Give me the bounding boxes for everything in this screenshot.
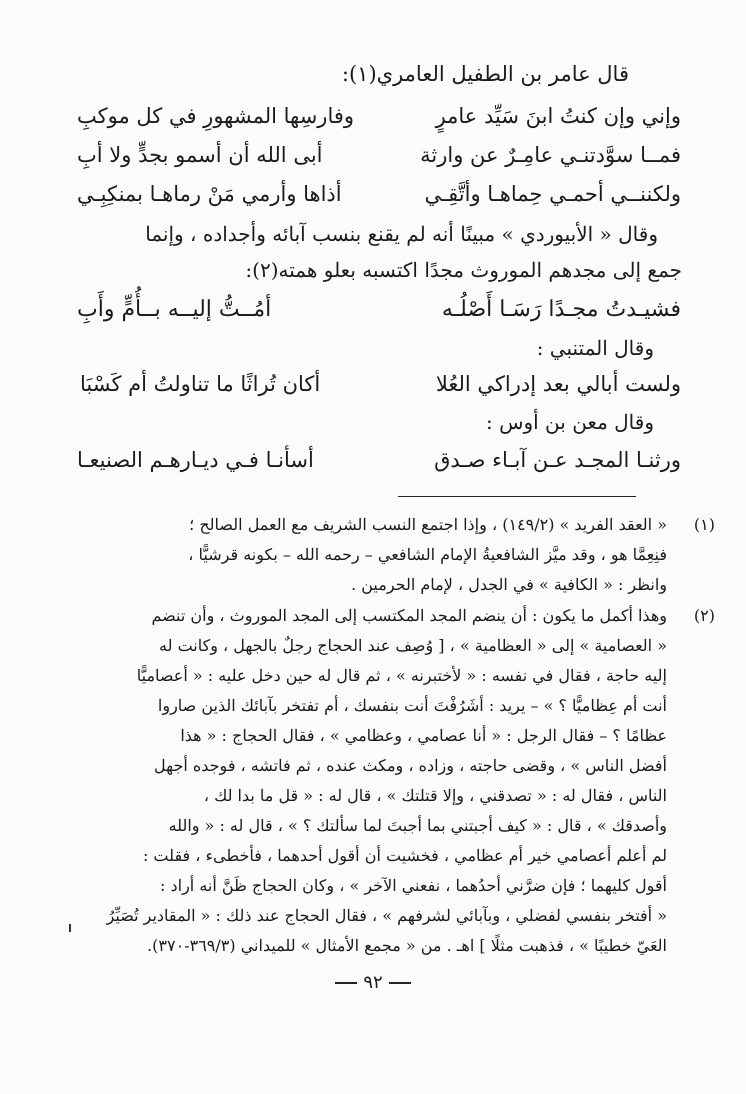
footnote-2-line-6: أفضل الناس » ، وقضى حاجته ، وزاده ، ومكث عنده ، ثم فاتشه ، فوجده أجهل: [153, 756, 667, 775]
footnote-2-line-11: « أفتخر بنفسي لفضلي ، وبآبائي لشرفهم » ، فقال الحجاج عند ذلك : « المقادير تُصَيِّرُ: [106, 906, 667, 925]
footnote-1-line-1: « العقد الفريد » (١٤٩/٢) ، وإذا اجتمع النسب الشريف مع العمل الصالح ؛: [189, 515, 667, 534]
footnote-separator: [398, 496, 636, 497]
paragraph-line-1: وقال « الأبيوردي » مبينًا أنه لم يقنع بنسب آبائه وأجداده ، وإنما: [145, 222, 658, 246]
first-hemistich: وإني وإن كنتُ ابنَ سَيِّد عامرٍ: [435, 104, 681, 128]
mutanabbi-intro: وقال المتنبي :: [536, 336, 654, 360]
footnote-2-line-12: العَيّ خطيبًا » ، فذهبت مثلًا ] اهـ . من « مجمع الأمثال » للميداني (٣٦٩/٣-٣٧٠).: [147, 936, 667, 955]
maan-intro: وقال معن بن أوس :: [485, 410, 654, 434]
footnote-1-line-3: وانظر : « الكافية » في الجدل ، لإمام الحرمين .: [351, 575, 667, 594]
second-hemistich: أكان تُراثًا ما تناولتُ أم كَسْبَا: [80, 372, 321, 396]
intro-line: قال عامر بن الطفيل العامري(١):: [341, 62, 629, 86]
first-hemistich: ولكننــي أحمـي حِماهـا وأتَّقِـي: [424, 182, 681, 206]
verse-abiwardi: [77, 297, 681, 329]
footnote-2-line-2: « العصامية » إلى « العظامية » ، [ وُصِف عند الحجاج رجلٌ بالجهل ، وكانت له: [159, 636, 667, 655]
footnote-2-line-3: إليه حاجة ، فقال في نفسه : « لأختبرنه » ، ثم قال له حين دخل عليه : « أعصاميًّا: [136, 666, 667, 685]
poem-verse-3: [77, 182, 681, 212]
margin-mark: [69, 924, 71, 932]
footnote-2-line-4: أنت أم عِظاميًّا ؟ » – يريد : أشَرُفْتَ أنت بنفسك ، أم تفتخر بآبائك الذين صاروا: [157, 696, 667, 715]
footnote-2-line-5: عظامًا ؟ – فقال الرجل : « أنا عصامي ، وعظامي » ، فقال الحجاج : « هذا: [180, 726, 667, 745]
second-hemistich: أسأنـا فـي ديـارهـم الصنيعـا: [77, 448, 314, 472]
footnote-number-1: (١): [693, 515, 715, 534]
verse-maan: [77, 448, 681, 478]
folio-dash-right: [389, 982, 411, 984]
first-hemistich: ورثنـا المجـد عـن آبـاء صـدق: [434, 448, 681, 472]
folio-dash-left: [335, 982, 357, 984]
second-hemistich: أذاها وأرمي مَنْ رماهـا بمنكِبِـي: [77, 182, 342, 206]
poem-verse-1: [77, 104, 681, 134]
first-hemistich: فمــا سوَّدتنـي عامِـرٌ عن وارثة: [420, 143, 681, 167]
page-number-value: ٩٢: [363, 972, 383, 993]
second-hemistich: أبى الله أن أسمو بجدٍّ ولا أبِ: [77, 143, 323, 167]
verse-mutanabbi: [80, 372, 681, 402]
page-number: [0, 972, 746, 993]
footnote-2-line-9: لم أعلم أعصامي خير أم عظامي ، فخشيت أن أقول أحدهما ، فأخطىء ، فقلت :: [142, 846, 667, 865]
footnote-1-line-2: فنِعِمَّا هو ، وقد ميَّز الشافعيةُ الإمام الشافعي – رحمه الله – بكونه قرشيًّا ،: [188, 545, 667, 564]
poem-verse-2: [77, 143, 681, 173]
paragraph-line-2: جمع إلى مجدهم الموروث مجدًا اكتسبه بعلو همته(٢):: [245, 258, 682, 282]
second-hemistich: أمُــتُّ إليــه بــأُمٍّ وأَبِ: [77, 297, 272, 322]
first-hemistich: فشيـدتُ مجـدًا رَسَـا أَصْلُـه: [441, 297, 681, 322]
footnote-2-line-1: وهذا أكمل ما يكون : أن ينضم المجد المكتسب إلى المجد الموروث ، وأن تنضم: [151, 606, 667, 625]
footnote-2-line-10: أقول كليهما ؛ فإن ضرَّني أحدُهما ، نفعني الآخر » ، وكان الحجاج ظَنَّ أنه أراد :: [160, 876, 667, 895]
footnote-2-line-7: الناس ، فقال له : « تصدقني ، وإلا قتلتك » ، قال له : « قل ما بدا لك ،: [203, 786, 667, 805]
second-hemistich: وفارسِها المشهورِ في كل موكبِ: [77, 104, 355, 128]
footnote-2-line-8: وأصدقك » ، قال : « كيف أجبتني بما أجبتَ لما سألتك ؟ » ، قال له : « والله: [168, 816, 667, 835]
footnote-number-2: (٢): [693, 606, 715, 625]
first-hemistich: ولست أبالي بعد إدراكي العُلا: [435, 372, 681, 396]
